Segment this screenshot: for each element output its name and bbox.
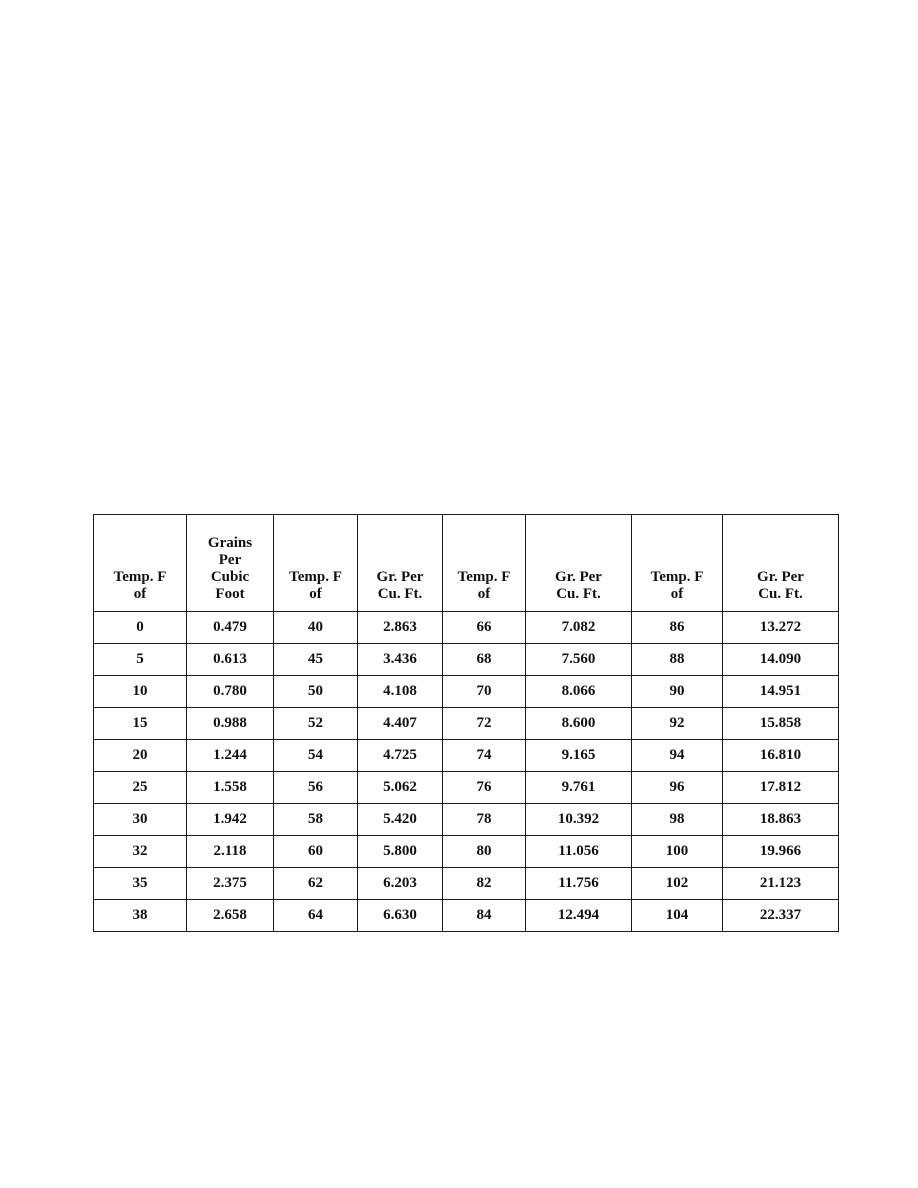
grains-cell: 0.613	[187, 644, 274, 676]
header-text: Cu. Ft.	[556, 586, 601, 602]
header-gr-per-cuft-3	[526, 515, 632, 612]
temp-cell: 60	[274, 836, 358, 868]
temp-cell: 90	[632, 676, 723, 708]
header-text: Cu. Ft.	[377, 586, 423, 602]
header-gr-per-cuft-4	[723, 515, 839, 612]
temp-cell: 80	[443, 836, 526, 868]
grains-cell: 0.780	[187, 676, 274, 708]
temp-cell: 78	[443, 804, 526, 836]
temp-cell: 45	[274, 644, 358, 676]
grains-cell: 9.761	[526, 772, 632, 804]
grains-cell: 12.494	[526, 900, 632, 932]
header-row	[94, 515, 839, 612]
temp-cell: 5	[94, 644, 187, 676]
temp-cell: 92	[632, 708, 723, 740]
temp-cell: 56	[274, 772, 358, 804]
grains-cell: 8.600	[526, 708, 632, 740]
grains-cell: 2.863	[358, 612, 443, 644]
temp-cell: 35	[94, 868, 187, 900]
temp-cell: 88	[632, 644, 723, 676]
header-gr-per-cuft-2	[358, 515, 443, 612]
grains-cell: 1.244	[187, 740, 274, 772]
temp-cell: 38	[94, 900, 187, 932]
header-text: Cubic	[210, 569, 250, 585]
grains-cell: 8.066	[526, 676, 632, 708]
header-text: Foot	[215, 586, 245, 602]
temp-cell: 54	[274, 740, 358, 772]
header-text: Temp. F	[289, 569, 342, 585]
grains-cell: 22.337	[723, 900, 839, 932]
grains-cell: 5.420	[358, 804, 443, 836]
grains-cell: 4.108	[358, 676, 443, 708]
grains-cell: 16.810	[723, 740, 839, 772]
grains-cell: 2.658	[187, 900, 274, 932]
temp-cell: 94	[632, 740, 723, 772]
grains-cell: 6.630	[358, 900, 443, 932]
temp-cell: 25	[94, 772, 187, 804]
temp-cell: 32	[94, 836, 187, 868]
humidity-table-container	[93, 514, 830, 932]
grains-cell: 21.123	[723, 868, 839, 900]
grains-cell: 15.858	[723, 708, 839, 740]
grains-per-cubic-foot-table	[93, 514, 839, 932]
temp-cell: 62	[274, 868, 358, 900]
table-row	[94, 676, 839, 708]
temp-cell: 10	[94, 676, 187, 708]
header-text: of	[670, 586, 684, 602]
grains-cell: 0.479	[187, 612, 274, 644]
header-text: Temp. F	[457, 569, 511, 585]
table-row	[94, 612, 839, 644]
header-text: Temp. F	[113, 569, 167, 585]
table-body	[94, 612, 839, 932]
header-temp-1	[94, 515, 187, 612]
table-row	[94, 868, 839, 900]
header-text: Grains	[207, 535, 253, 551]
temp-cell: 76	[443, 772, 526, 804]
table-row	[94, 740, 839, 772]
header-text: Per	[218, 552, 242, 568]
grains-cell: 14.090	[723, 644, 839, 676]
grains-cell: 7.082	[526, 612, 632, 644]
temp-cell: 70	[443, 676, 526, 708]
temp-cell: 86	[632, 612, 723, 644]
grains-cell: 4.725	[358, 740, 443, 772]
temp-cell: 72	[443, 708, 526, 740]
temp-cell: 15	[94, 708, 187, 740]
temp-cell: 96	[632, 772, 723, 804]
grains-cell: 14.951	[723, 676, 839, 708]
temp-cell: 100	[632, 836, 723, 868]
grains-cell: 17.812	[723, 772, 839, 804]
temp-cell: 68	[443, 644, 526, 676]
temp-cell: 52	[274, 708, 358, 740]
temp-cell: 30	[94, 804, 187, 836]
grains-cell: 2.375	[187, 868, 274, 900]
table-row	[94, 836, 839, 868]
grains-cell: 6.203	[358, 868, 443, 900]
grains-cell: 0.988	[187, 708, 274, 740]
grains-cell: 5.062	[358, 772, 443, 804]
header-text: of	[133, 586, 147, 602]
header-text: Gr. Per	[376, 569, 424, 585]
header-text: Cu. Ft.	[758, 586, 803, 602]
header-temp-2	[274, 515, 358, 612]
table-header	[94, 515, 839, 612]
temp-cell: 74	[443, 740, 526, 772]
header-temp-4	[632, 515, 723, 612]
grains-cell: 7.560	[526, 644, 632, 676]
temp-cell: 64	[274, 900, 358, 932]
grains-cell: 13.272	[723, 612, 839, 644]
temp-cell: 40	[274, 612, 358, 644]
temp-cell: 104	[632, 900, 723, 932]
table-row	[94, 644, 839, 676]
header-grains-per-cubic-foot	[187, 515, 274, 612]
grains-cell: 1.942	[187, 804, 274, 836]
table-row	[94, 804, 839, 836]
grains-cell: 18.863	[723, 804, 839, 836]
temp-cell: 102	[632, 868, 723, 900]
table-row	[94, 900, 839, 932]
grains-cell: 4.407	[358, 708, 443, 740]
temp-cell: 82	[443, 868, 526, 900]
grains-cell: 9.165	[526, 740, 632, 772]
temp-cell: 84	[443, 900, 526, 932]
temp-cell: 98	[632, 804, 723, 836]
header-text: Gr. Per	[555, 569, 602, 585]
header-text: of	[309, 586, 322, 602]
grains-cell: 2.118	[187, 836, 274, 868]
header-text: Temp. F	[650, 569, 704, 585]
temp-cell: 58	[274, 804, 358, 836]
grains-cell: 10.392	[526, 804, 632, 836]
header-temp-3	[443, 515, 526, 612]
table-row	[94, 708, 839, 740]
temp-cell: 50	[274, 676, 358, 708]
grains-cell: 11.756	[526, 868, 632, 900]
header-text: of	[477, 586, 491, 602]
temp-cell: 66	[443, 612, 526, 644]
grains-cell: 19.966	[723, 836, 839, 868]
header-text: Gr. Per	[757, 569, 804, 585]
grains-cell: 1.558	[187, 772, 274, 804]
grains-cell: 3.436	[358, 644, 443, 676]
grains-cell: 11.056	[526, 836, 632, 868]
grains-cell: 5.800	[358, 836, 443, 868]
temp-cell: 0	[94, 612, 187, 644]
table-row	[94, 772, 839, 804]
temp-cell: 20	[94, 740, 187, 772]
